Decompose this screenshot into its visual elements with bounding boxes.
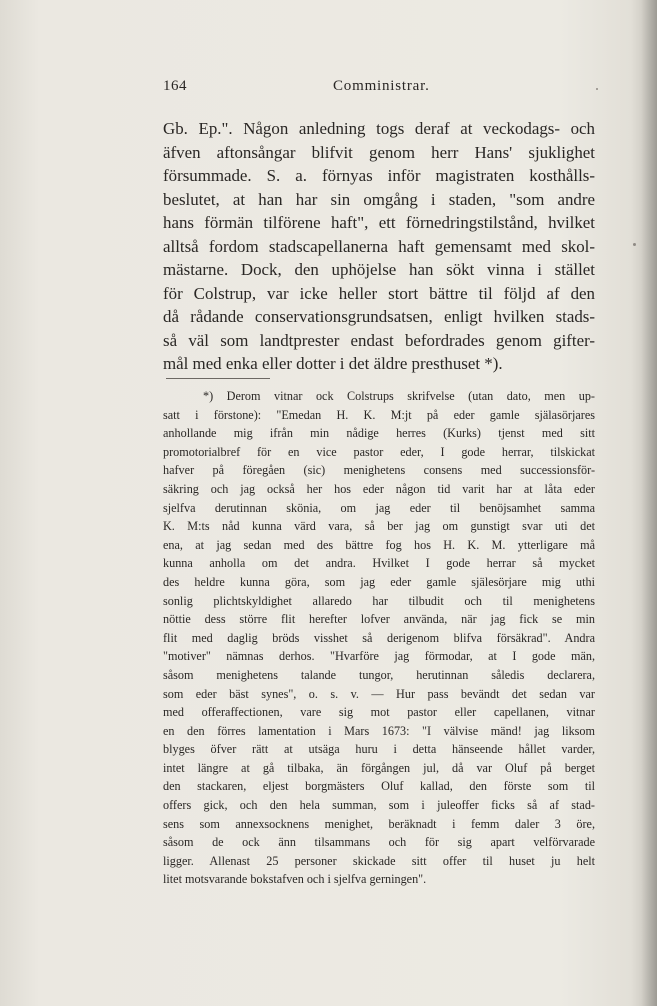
footnote-line: "motiver" nämnas derhos. "Hvarföre jag förmodar, at I gode män, [163, 649, 595, 664]
footnote-line: promotorialbref för en vice pastor eder, I gode herrar, tilskickat [163, 444, 595, 459]
text-line: alltså fordom stadscapellanerna haft gemensamt med skol- [163, 236, 595, 256]
footnote-line: säkring och jag också her hos eder någon tid varit har at låta eder [163, 481, 595, 496]
footnote-line: satt i förstone): "Emedan H. K. M:jt på eder gamle själasörjares [163, 407, 595, 422]
text-line: äfven aftonsångar blifvit genom herr Hans' sjuklighet [163, 142, 595, 162]
text-line: så väl som landtprester endast befordrades genom gifter- [163, 330, 595, 350]
footnote-line: litet motsvarande bokstafven och i sjelfva gerningen". [163, 872, 427, 887]
footnote-line: K. M:ts nåd kunna värd vara, så ber jag om gunstigt svar uti det [163, 519, 595, 534]
page-number: 164 [163, 78, 187, 94]
footnote-line: blyges öfver rätt at utsäga huru i detta hänseende hållet varder, [163, 742, 595, 757]
main-text [163, 117, 595, 376]
footnote-line: intet längre at gå tilbaka, än förgången jul, då var Oluf på berget [163, 760, 595, 775]
footnote-line: des heldre kunna göra, som jag eder gamle själesörjare mig uthi [163, 574, 595, 589]
text-line: hans förmän tilförene haft", ett förnedringstilstånd, hvilket [163, 213, 595, 232]
footnote-divider [166, 378, 270, 379]
footnote-line: såsom menighetens talande tungor, herutinnan såledis declarera, [163, 667, 595, 682]
page-header [163, 78, 595, 102]
footnote-line: anhollande mig ifrån min nådige herres (Kurks) tjenst med sitt [163, 426, 595, 441]
footnote-line: sonlig plichtskyldighet allaredo har tilbudit och til menighetens [163, 593, 595, 608]
paper-speck [633, 243, 636, 246]
text-line: Gb. Ep.". Någon anledning togs deraf at veckodags- och [163, 119, 595, 138]
footnote-line: den stackaren, eljest borgmästers Oluf kallad, den förste som til [163, 779, 595, 794]
footnote-line: som eder bäst synes", o. s. v. — Hur pass bevändt det sedan var [163, 686, 595, 701]
footnote-line: såsom de ock änn tilsammans och för sig apart velförvarade [163, 835, 595, 850]
text-line: beslutet, at han har sin omgång i staden, "som andre [163, 189, 595, 209]
text-line: mästarne. Dock, den uphöjelse han sökt vinna i stället [163, 260, 595, 279]
footnote-line: nöttie dess större flit herefter lofver använda, när jag fick se min [163, 612, 595, 627]
page-edge-shadow [641, 0, 657, 1006]
footnote-line: ligger. Allenast 25 personer skickade sitt offer til huset ju helt [163, 853, 595, 868]
footnote [163, 387, 595, 889]
footnote-line: ena, at jag sedan med des bättre fog hos H. K. M. ytterligare må [163, 537, 595, 552]
footnote-line: med offeraffectionen, vare sig mot pastor eller capellanen, vitnar [163, 705, 595, 720]
footnote-line: offers gick, och den hela summan, som i juleoffer ficks så af stad- [163, 798, 595, 813]
footnote-line: sens som annexsocknens menighet, beräknadt i femm daler 3 öre, [163, 816, 595, 831]
text-line: försummade. S. a. förnyas inför magistraten kosthålls- [163, 166, 595, 185]
footnote-line: sjelfva derutinnan skönia, om jag eder til benöjsamhet samma [163, 500, 595, 515]
text-line: mål med enka eller dotter i det äldre presthuset *). [163, 354, 503, 373]
footnote-line: kunna anholla om det andra. Hvilket I gode herrar så mycket [163, 556, 595, 571]
text-line: för Colstrup, var icke heller stort bättre til följd af den [163, 283, 595, 303]
running-head: Comministrar. [333, 78, 430, 94]
footnote-line: flit med daglig bröds visshet så derigenom blifva försäkrad". Andra [163, 630, 595, 645]
footnote-line: hafver på föregåen (sic) menighetens consens med successionsför- [163, 463, 595, 478]
footnote-line: *) Derom vitnar ock Colstrups skrifvelse (utan dato, men up- [203, 389, 595, 403]
footnote-line: en den förres lamentation i Mars 1673: "I välvise mänd! jag liksom [163, 723, 595, 738]
paper-speck [596, 88, 598, 90]
text-line: då rådande conservationsgrundsatsen, enligt hvilken stads- [163, 307, 595, 326]
